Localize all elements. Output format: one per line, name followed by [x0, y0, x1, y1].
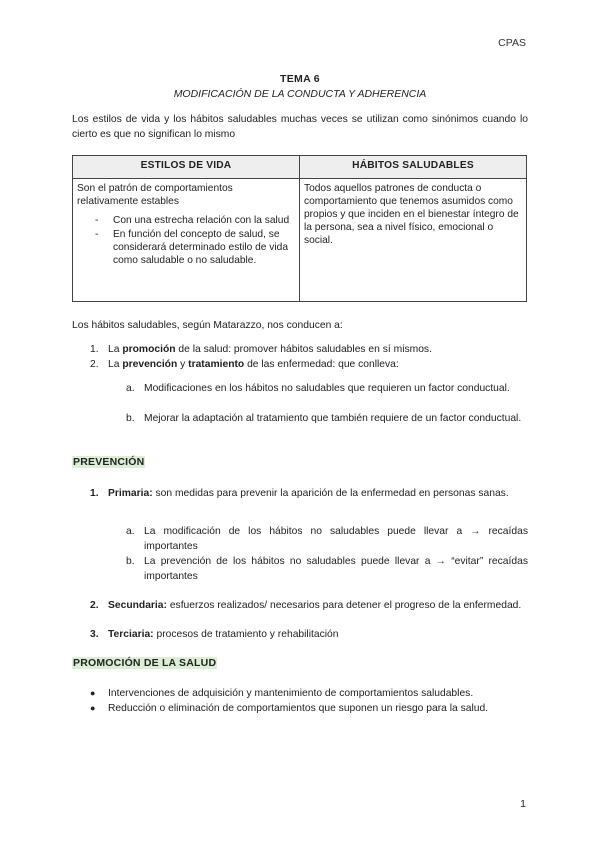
item-text — [90, 486, 528, 501]
prevencion-terciaria — [90, 627, 528, 642]
page-number: 1 — [520, 798, 526, 810]
bold-term: Primaria: — [108, 488, 153, 499]
promocion-bullet-1 — [90, 686, 528, 701]
habits-item-1 — [90, 342, 528, 357]
comparison-table — [72, 155, 527, 302]
text-run: La — [108, 344, 123, 355]
page-subtitle: MODIFICACIÓN DE LA CONDUCTA Y ADHERENCIA — [173, 88, 427, 100]
item-letter: b. — [126, 556, 135, 567]
bold-term: prevención — [122, 359, 178, 370]
item-number: 2. — [90, 600, 99, 611]
page-title: TEMA 6 — [280, 73, 320, 85]
item-text — [90, 342, 528, 357]
habits-subitem-a — [126, 381, 528, 396]
item-text: Intervenciones de adquisición y mantenimiento de comportamientos saludables. — [108, 688, 474, 699]
item-number: 3. — [90, 629, 99, 640]
bold-term: Terciaria: — [108, 629, 154, 640]
text-run: de la salud: promover hábitos saludables en sí mismos. — [175, 344, 432, 355]
item-text — [90, 357, 528, 372]
text-run: La — [108, 359, 123, 370]
table-header-estilos: ESTILOS DE VIDA — [73, 156, 300, 179]
item-number: 1. — [90, 344, 99, 355]
list-item — [77, 214, 295, 227]
item-text — [90, 627, 528, 642]
prevencion-subitem-a — [126, 524, 528, 554]
habits-item-2 — [90, 357, 528, 372]
bold-term: tratamiento — [188, 359, 245, 370]
text-run: y — [177, 359, 189, 370]
table-cell-estilos — [73, 179, 300, 302]
table-cell-habitos: Todos aquellos patrones de conducta o comportamiento que tenemos asumidos como propios y que inciden en el bienestar íntegro de la persona, sea a nivel físico, emocional o social. — [300, 179, 527, 302]
table-header-habitos: HÁBITOS SALUDABLES — [300, 156, 527, 179]
estilos-list — [77, 214, 295, 267]
bullet-icon: ● — [90, 703, 96, 713]
text-run: esfuerzos realizados/ necesarios para detener el progreso de la enfermedad. — [166, 600, 522, 611]
item-letter: a. — [126, 383, 135, 394]
item-number: 2. — [90, 359, 99, 370]
item-text: Reducción o eliminación de comportamientos que suponen un riesgo para la salud. — [108, 703, 489, 714]
prevencion-secundaria — [90, 598, 528, 613]
section-heading-promocion: PROMOCIÓN DE LA SALUD — [73, 657, 217, 669]
prevencion-primaria — [90, 486, 528, 501]
prevencion-subitem-b — [126, 554, 528, 584]
bullet-icon: ● — [90, 688, 96, 698]
intro-paragraph: Los estilos de vida y los hábitos saludables muchas veces se utilizan como sinónimos cuando lo cierto es que no significan lo mismo — [72, 114, 528, 140]
item-letter: a. — [126, 526, 135, 537]
promocion-bullet-2 — [90, 701, 528, 716]
item-number: 1. — [90, 488, 99, 499]
item-text: La modificación de los hábitos no saludables puede llevar a → recaídas importantes — [144, 526, 528, 552]
bold-term: promoción — [122, 344, 176, 355]
list-item — [77, 228, 295, 267]
item-text — [90, 598, 528, 613]
item-letter: b. — [126, 413, 135, 424]
dash-marker: - — [95, 229, 99, 240]
text-run: procesos de tratamiento y rehabilitación — [153, 629, 339, 640]
document-header: CPAS — [498, 37, 526, 49]
table-header-row — [73, 156, 527, 179]
table-row — [73, 179, 527, 302]
bold-term: Secundaria: — [108, 600, 167, 611]
habits-subitem-b — [126, 411, 528, 426]
item-text: La prevención de los hábitos no saludables puede llevar a → “evitar” recaídas importantes — [144, 556, 528, 582]
item-text: Mejorar la adaptación al tratamiento que también requiere de un factor conductual. — [144, 413, 522, 424]
habits-intro: Los hábitos saludables, según Matarazzo, nos conducen a: — [72, 320, 343, 331]
estilos-item-text: Con una estrecha relación con la salud — [113, 215, 290, 226]
estilos-definition: Son el patrón de comportamientos relativamente estables — [77, 183, 233, 207]
item-text: Modificaciones en los hábitos no saludables que requieren un factor conductual. — [144, 383, 510, 394]
text-run: de las enfermedad: que conlleva: — [244, 359, 399, 370]
dash-marker: - — [95, 215, 99, 226]
section-heading-prevencion: PREVENCIÓN — [73, 456, 145, 468]
estilos-item-text: En función del concepto de salud, se considerará determinado estilo de vida como saludable o no saludable. — [113, 229, 288, 266]
text-run: son medidas para prevenir la aparición de la enfermedad en personas sanas. — [152, 488, 509, 499]
